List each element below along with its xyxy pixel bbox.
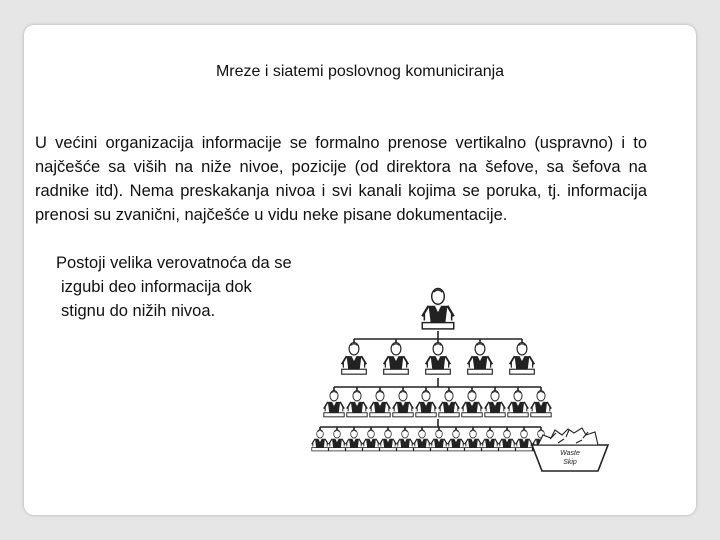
hierarchy-cartoon-illustration bbox=[306, 287, 618, 483]
person-figure bbox=[485, 391, 505, 417]
person-figure bbox=[426, 343, 451, 375]
person-figure bbox=[380, 430, 397, 451]
body-line-1: Postoji velika verovatnoća da se bbox=[56, 254, 292, 272]
person-figure bbox=[508, 391, 528, 417]
person-figure bbox=[312, 430, 329, 451]
person-figure bbox=[416, 391, 436, 417]
person-figure bbox=[346, 430, 363, 451]
person-figure bbox=[384, 343, 409, 375]
person-figure bbox=[531, 391, 551, 417]
person-figure bbox=[329, 430, 346, 451]
slide-title: Mreze i siatemi poslovnog komuniciranja bbox=[215, 63, 505, 80]
body-line-3: stignu do nižih nivoa. bbox=[61, 302, 216, 320]
person-figure bbox=[499, 430, 516, 451]
person-figure bbox=[347, 391, 367, 417]
person-figure bbox=[370, 391, 390, 417]
person-figure bbox=[468, 343, 493, 375]
person-figure bbox=[510, 343, 535, 375]
body-paragraph: U većini organizacija informacije se formalno prenose vertikalno (uspravno) i to najčešće sa viših na niže nivoe, pozicije (od direktora na šefove, sa šefova na radnike itd). Nema preskakanja nivoa i svi kanali kojima se poruka, tj. informacija prenosi su zvanični, najčešće u vidu neke pisane dokumentacije. bbox=[35, 134, 647, 224]
body-line-2: izgubi deo informacija dok bbox=[61, 278, 252, 296]
basket-label-top: Waste bbox=[560, 450, 580, 457]
person-figure bbox=[516, 430, 533, 451]
person-figure bbox=[397, 430, 414, 451]
person-figure bbox=[324, 391, 344, 417]
person-figure bbox=[422, 288, 454, 328]
person-figure bbox=[465, 430, 482, 451]
person-figure bbox=[414, 430, 431, 451]
person-figure bbox=[363, 430, 380, 451]
slide bbox=[24, 25, 696, 515]
person-figure bbox=[482, 430, 499, 451]
person-figure bbox=[439, 391, 459, 417]
person-figure bbox=[462, 391, 482, 417]
person-figure bbox=[448, 430, 465, 451]
person-figure bbox=[342, 343, 367, 375]
person-figure bbox=[393, 391, 413, 417]
basket-label-bottom: Skip bbox=[563, 459, 577, 466]
person-figure bbox=[431, 430, 448, 451]
